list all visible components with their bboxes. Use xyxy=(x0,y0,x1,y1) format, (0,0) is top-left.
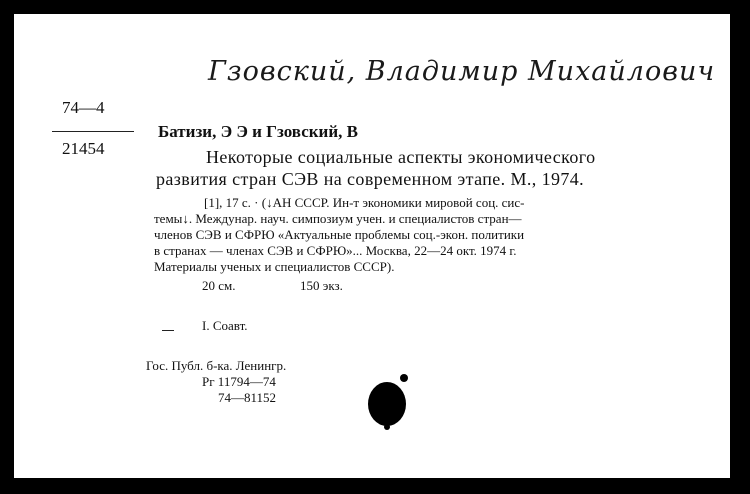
library-name: Гос. Публ. б-ка. Ленингр. xyxy=(146,358,287,373)
author-heading-line: Батизи, Э Э и Гзовский, В xyxy=(158,122,358,141)
ink-blot xyxy=(368,382,406,426)
description-line-1: [1], 17 с. · (↓АН СССР. Ин-т экономики мировой соц. сис- xyxy=(204,195,525,210)
copies-count: 150 экз. xyxy=(300,278,343,293)
format-size: 20 см. xyxy=(202,278,236,293)
ink-blot-small xyxy=(400,374,408,382)
tracing-dash xyxy=(162,330,174,331)
card-number: 74—81152 xyxy=(218,390,277,405)
ink-blot-speck xyxy=(384,424,390,430)
catalog-number: Рг 11794—74 xyxy=(202,374,276,389)
shelf-divider xyxy=(52,131,134,132)
description-line-5: Материалы ученых и специалистов СССР). xyxy=(154,259,395,274)
inventory-number: 21454 xyxy=(62,139,105,158)
title-line-1: Некоторые социальные аспекты экономического xyxy=(206,147,596,167)
description-line-4: в странах — членах СЭВ и СФРЮ»... Москва, 22—24 окт. 1974 г. xyxy=(154,243,517,258)
handwritten-author-heading: Гзовский, Владимир Михайлович xyxy=(208,56,716,87)
title-line-2: развития стран СЭВ на современном этапе. М., 1974. xyxy=(156,169,585,189)
description-line-2: темы↓. Междунар. науч. симпозиум учен. и специалистов стран— xyxy=(154,211,522,226)
description-line-3: членов СЭВ и СФРЮ «Актуальные проблемы соц.-экон. политики xyxy=(154,227,525,242)
catalog-card xyxy=(14,14,730,478)
tracing-note: I. Соавт. xyxy=(202,318,248,333)
shelf-number: 74—4 xyxy=(62,98,105,117)
